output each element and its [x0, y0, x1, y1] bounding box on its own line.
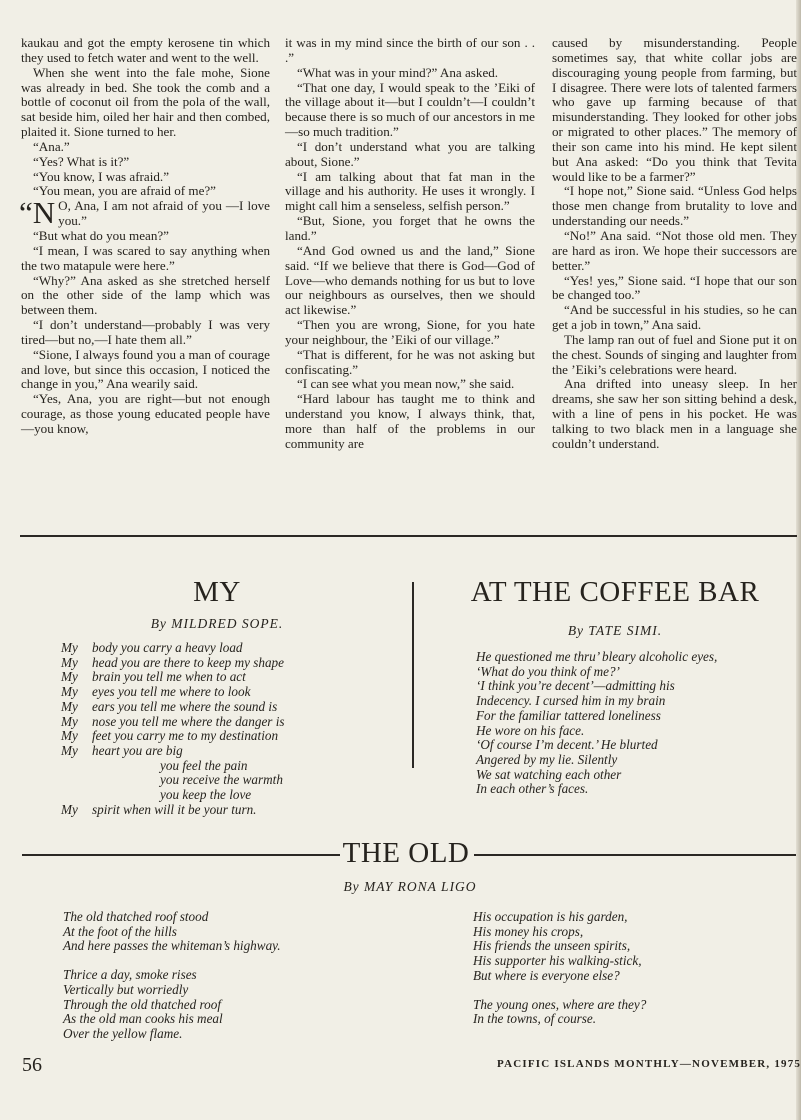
poem-line: Through the old thatched roof — [63, 996, 221, 1012]
poem-line — [61, 700, 411, 715]
poem-line: Indecency. I cursed him in my brain — [476, 693, 666, 709]
poem-line-lead: My — [61, 713, 78, 729]
poem-line-lead — [61, 759, 92, 774]
dropcap-paragraph: “N O, Ana, I am not afraid of you —I love you.” — [19, 195, 270, 231]
story-column-1 — [21, 36, 270, 437]
poem-line: Angered by my lie. Silently — [476, 751, 618, 767]
magazine-footer: PACIFIC ISLANDS MONTHLY—NOVEMBER, 1975 — [497, 1058, 801, 1070]
poem-line — [61, 744, 411, 759]
poem-byline-my: By MILDRED SOPE. — [150, 616, 284, 631]
poem-line: At the foot of the hills — [63, 923, 177, 939]
story-paragraph: “Why?” Ana asked as she stretched herself on the other side of the lamp which was between them. — [21, 272, 270, 318]
poem-line-text: brain you tell me when to act — [92, 669, 246, 685]
poem-line-text: nose you tell me where the danger is — [92, 713, 285, 729]
poem-body-coffee-bar — [476, 650, 796, 797]
poem-line-text: you feel the pain — [160, 757, 248, 773]
poem-line-lead: My — [61, 640, 78, 655]
poem-line-lead — [61, 788, 92, 803]
poem-line: But where is everyone else? — [473, 967, 620, 983]
poem-stanza — [63, 910, 443, 954]
story-paragraph: “Sione, I always found you a man of courage and love, but since this occasion, I noticed the change in you,” Ana wearily said. — [21, 346, 270, 392]
poem-line-text: heart you are big — [92, 742, 183, 758]
poem-line-text: spirit when will it be your turn. — [92, 801, 257, 817]
poem-line: His friends the unseen spirits, — [473, 938, 631, 954]
poem-line — [61, 656, 411, 671]
poem-line-lead: My — [61, 654, 78, 670]
poem-line-lead: My — [61, 728, 78, 744]
poem-line-text: you keep the love — [160, 787, 252, 803]
poem-line-lead: My — [61, 801, 78, 817]
poem-body-the-old-right — [473, 910, 793, 1041]
poem-body-the-old-left — [63, 910, 443, 1056]
poem-line: In the towns, of course. — [473, 1011, 597, 1027]
story-paragraph: “Yes? What is it?” — [33, 153, 130, 169]
story-paragraph: “But, Sione, you forget that he owns the land.” — [285, 213, 535, 243]
poem-line-text: feet you carry me to my destination — [92, 728, 279, 744]
story-paragraph: “Ana.” — [33, 138, 70, 154]
poem-line: His money his crops, — [473, 923, 584, 939]
story-paragraph: “But what do you mean?” — [33, 227, 169, 243]
story-paragraph: “And God owned us and the land,” Sione said. “If we believe that there is God—God of Love—who demands nothing for us but to love our neighbours as ourselves, then we should act likewise.” — [285, 242, 535, 318]
poem-stanza — [473, 998, 793, 1027]
poem-line — [61, 729, 411, 744]
story-paragraph: “No!” Ana said. “Not those old men. They are hard as iron. We hope their successors are better.” — [552, 227, 797, 273]
poem-line: We sat watching each other — [476, 766, 622, 782]
story-paragraph: “Yes, Ana, you are right—but not enough courage, as those young educated people have—you know, — [21, 391, 270, 436]
poem-byline-coffee-bar: By TATE SIMI. — [567, 623, 663, 638]
title-rule-left — [22, 854, 340, 856]
poem-stanza — [63, 968, 443, 1042]
poem-line: Over the yellow flame. — [63, 1025, 183, 1041]
poem-line: And here passes the whiteman’s highway. — [63, 938, 281, 954]
title-rule-right — [474, 854, 796, 856]
poem-title-coffee-bar: AT THE COFFEE BAR — [470, 576, 760, 608]
poem-line — [61, 773, 411, 788]
poem-line — [61, 641, 411, 656]
poem-line: He wore on his face. — [476, 722, 585, 738]
poem-line-text: head you are there to keep my shape — [92, 654, 285, 670]
poem-line — [61, 803, 411, 818]
poem-line: For the familiar tattered loneliness — [476, 707, 661, 723]
poem-line-text: ears you tell me where the sound is — [92, 698, 278, 714]
poem-line: As the old man cooks his meal — [63, 1011, 223, 1027]
poem-line: ‘I think you’re decent’—admitting his — [476, 678, 675, 694]
poem-line: ‘Of course I’m decent.’ He blurted — [476, 737, 658, 753]
story-paragraph: “You know, I was afraid.” — [33, 168, 170, 184]
story-paragraph: “What was in your mind?” Ana asked. — [297, 64, 499, 80]
story-paragraph: “I mean, I was scared to say anything when the two matapule were here.” — [21, 242, 270, 273]
poem-line: ‘What do you think of me?’ — [476, 663, 620, 679]
story-paragraph: “That one day, I would speak to the ’Eiki of the village about it—but I couldn’t—I couldn’t because there is so much of our ancestors in me—so much tradition.” — [285, 79, 535, 140]
poem-line — [61, 788, 411, 803]
story-paragraph: “And be successful in his studies, so he can get a job in town,” Ana said. — [552, 302, 797, 333]
poem-line: In each other’s faces. — [476, 781, 589, 797]
story-column-3 — [552, 36, 797, 452]
story-paragraph: The lamp ran out of fuel and Sione put it on the chest. Sounds of singing and laughter from the ’Eiki’s celebrations were heard. — [552, 331, 797, 377]
poem-column-divider — [412, 582, 414, 768]
story-paragraph: “Then you are wrong, Sione, for you hate your neighbour, the ’Eiki of our village.” — [285, 317, 535, 347]
story-paragraph: “I am talking about that fat man in the village and his authority. He uses it wrongly. I might call him a senseless, selfish person.” — [285, 168, 535, 214]
poem-line: His occupation is his garden, — [473, 909, 628, 924]
story-paragraph: “You mean, you are afraid of me?” — [33, 183, 216, 199]
poem-body-my — [61, 641, 411, 817]
story-column-2 — [285, 36, 535, 452]
drop-cap: “N — [19, 195, 56, 231]
poem-title-my: MY — [193, 576, 241, 608]
poem-line: Vertically but worriedly — [63, 981, 189, 997]
story-paragraph: it was in my mind since the birth of our son . . .” — [285, 35, 535, 65]
story-paragraph: When she went into the fale mohe, Sione was already in bed. She took the comb and a bottle of coconut oil from the pola of the wall, sat beside him, oiled her hair and then combed, plaited it. Sione turned to her. — [21, 64, 270, 140]
poem-line-text: body you carry a heavy load — [92, 640, 243, 655]
poem-title-the-old: THE OLD — [342, 837, 470, 869]
poem-line-lead — [61, 773, 92, 788]
poem-line-lead: My — [61, 698, 78, 714]
poem-line-lead: My — [61, 669, 78, 685]
story-paragraph: “Hard labour has taught me to think and understand you know, I always think, that, more than half of the problems in our community are — [285, 391, 535, 451]
poem-line — [61, 715, 411, 730]
story-paragraph: “I can see what you mean now,” she said. — [297, 376, 515, 392]
story-paragraph: “I hope not,” Sione said. “Unless God helps those men change from brutality to love and understanding our needs.” — [552, 183, 797, 229]
poem-line-lead: My — [61, 742, 78, 758]
story-paragraph: caused by misunderstanding. People sometimes say, that white collar jobs are discouraging young people from farming, but I disagree. There were lots of talented farmers who gave up farming because of that misunderstanding. They looked for other jobs or migrated to other places.” The memory of their son came into his mind. He kept silent but Ana asked: “Do you think that Tevita would like to be a farmer?” — [552, 35, 797, 184]
poem-line — [61, 670, 411, 685]
poem-line — [61, 759, 411, 774]
poem-line — [61, 685, 411, 700]
poem-stanza — [473, 910, 793, 984]
story-paragraph: “I don’t understand what you are talking about, Sione.” — [285, 138, 535, 169]
poem-line: His supporter his walking-stick, — [473, 953, 642, 969]
section-divider — [20, 535, 797, 537]
poem-line: The old thatched roof stood — [63, 909, 209, 924]
poem-byline-the-old: By MAY RONA LIGO — [343, 879, 477, 894]
poem-line-lead: My — [61, 684, 78, 700]
poem-line: The young ones, where are they? — [473, 996, 647, 1012]
story-paragraph: kaukau and got the empty kerosene tin which they used to fetch water and went to the well. — [21, 35, 270, 65]
poem-line: Thrice a day, smoke rises — [63, 967, 197, 983]
story-paragraph: Ana drifted into uneasy sleep. In her dreams, she saw her son sitting behind a desk, with a line of pens in his pocket. He was talking to two black men in a language she couldn’t understand. — [552, 376, 797, 451]
story-paragraph: “Yes! yes,” Sione said. “I hope that our son be changed too.” — [552, 272, 797, 303]
poem-line-text: you receive the warmth — [160, 772, 283, 788]
poem-line-text: eyes you tell me where to look — [92, 684, 251, 700]
poem-line: He questioned me thru’ bleary alcoholic eyes, — [476, 649, 718, 664]
story-paragraph: “That is different, for he was not asking but confiscating.” — [285, 346, 535, 377]
story-paragraph: “I don’t understand—probably I was very tired—but no,—I hate them all.” — [21, 317, 270, 347]
page-number: 56 — [22, 1054, 42, 1076]
